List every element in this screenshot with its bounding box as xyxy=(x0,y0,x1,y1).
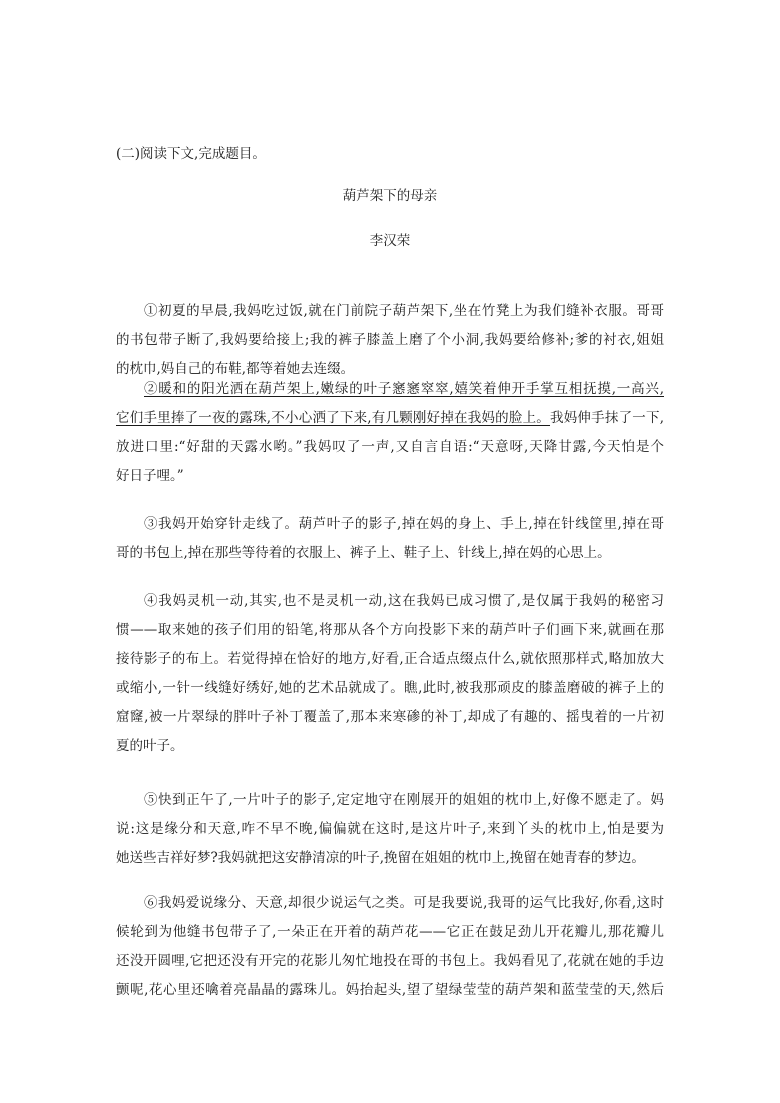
article-author: 李汉荣 xyxy=(369,233,411,249)
paragraph-line: ⑤快到正午了,一片叶子的影子,定定地守在刚展开的姐姐的枕巾上,好像不愿走了。妈 xyxy=(144,792,664,808)
underlined-text: 它们手里捧了一夜的露珠,不小心洒了下来,有几颗刚好掉在我妈的脸上。 xyxy=(116,410,551,426)
paragraph-line: 她送些吉祥好梦?我妈就把这安静清凉的叶子,挽留在姐姐的枕巾上,挽留在她青春的梦边。 xyxy=(116,850,645,866)
paragraph-line: 惯——取来她的孩子们用的铅笔,将那从各个方向投影下来的葫芦叶子们画下来,就画在那 xyxy=(116,622,664,638)
paragraph-line: 的枕巾,妈自己的布鞋,都等着她去连缀。 xyxy=(116,361,355,377)
paragraph-line: 说:这是缘分和天意,咋不早不晚,偏偏就在这时,是这片叶子,来到丫头的枕巾上,怕是要为 xyxy=(116,821,664,837)
paragraph-6 xyxy=(116,889,664,1005)
paragraph-line: 夏的叶子。 xyxy=(116,738,184,754)
paragraph-line: ①初夏的早晨,我妈吃过饭,就在门前院子葫芦架下,坐在竹凳上为我们缝补衣服。哥哥 xyxy=(144,303,664,319)
section-instruction: (二)阅读下文,完成题目。 xyxy=(116,146,266,162)
paragraph-line: 窟窿,被一片翠绿的胖叶子补丁覆盖了,那本来寒碜的补丁,却成了有趣的、摇曳着的一片初 xyxy=(116,709,664,725)
paragraph-line: ⑥我妈爱说缘分、天意,却很少说运气之类。可是我要说,我哥的运气比我好,你看,这时 xyxy=(144,895,664,911)
paragraph-line xyxy=(116,404,664,433)
paragraph-4 xyxy=(116,587,664,761)
paragraph-line: 放进口里:“好甜的天露水哟。”我妈叹了一声,又自言自语:“天意呀,天降甘露,今天怕是个 xyxy=(116,439,664,455)
paragraph-2 xyxy=(116,375,664,491)
paragraph-line: 好日子哩。” xyxy=(116,468,184,484)
paragraph-line: 的书包带子断了,我妈要给接上;我的裤子膝盖上磨了个小洞,我妈要给修补;爹的衬衣,姐姐 xyxy=(116,332,664,348)
paragraph-line: 或缩小,一针一线缝好绣好,她的艺术品就成了。瞧,此时,被我那顽皮的膝盖磨破的裤子上的 xyxy=(116,680,664,696)
paragraph-line: 还没开圆哩,它把还没有开完的花影儿匆忙地投在哥的书包上。我妈看见了,花就在她的手边 xyxy=(116,953,664,969)
underlined-line: ②暖和的阳光洒在葫芦架上,嫩绿的叶子窸窸窣窣,嬉笑着伸开手掌互相抚摸,一高兴, xyxy=(144,381,664,397)
paragraph-line: ③我妈开始穿针走线了。葫芦叶子的影子,掉在妈的身上、手上,掉在针线筐里,掉在哥 xyxy=(144,516,664,532)
paragraph-text: 我妈伸手抹了一下, xyxy=(550,410,664,426)
paragraph-3 xyxy=(116,510,664,568)
paragraph-line: 候轮到为他缝书包带子了,一朵正在开着的葫芦花——它正在鼓足劲儿开花瓣儿,那花瓣儿 xyxy=(116,924,664,940)
paragraph-line: 哥的书包上,掉在那些等待着的衣服上、裤子上、鞋子上、针线上,掉在妈的心思上。 xyxy=(116,545,611,561)
paragraph-line: 颤呢,花心里还噙着亮晶晶的露珠儿。妈抬起头,望了望绿莹莹的葫芦架和蓝莹莹的天,然后 xyxy=(116,982,664,998)
paragraph-line: 接待影子的布上。若觉得掉在恰好的地方,好看,正合适点缀点什么,就依照那样式,略加放大 xyxy=(116,651,664,667)
paragraph-5 xyxy=(116,786,664,873)
paragraph-line: ④我妈灵机一动,其实,也不是灵机一动,这在我妈已成习惯了,是仅属于我妈的秘密习 xyxy=(144,593,664,609)
paragraph-1 xyxy=(116,297,664,384)
article-title: 葫芦架下的母亲 xyxy=(342,188,438,204)
